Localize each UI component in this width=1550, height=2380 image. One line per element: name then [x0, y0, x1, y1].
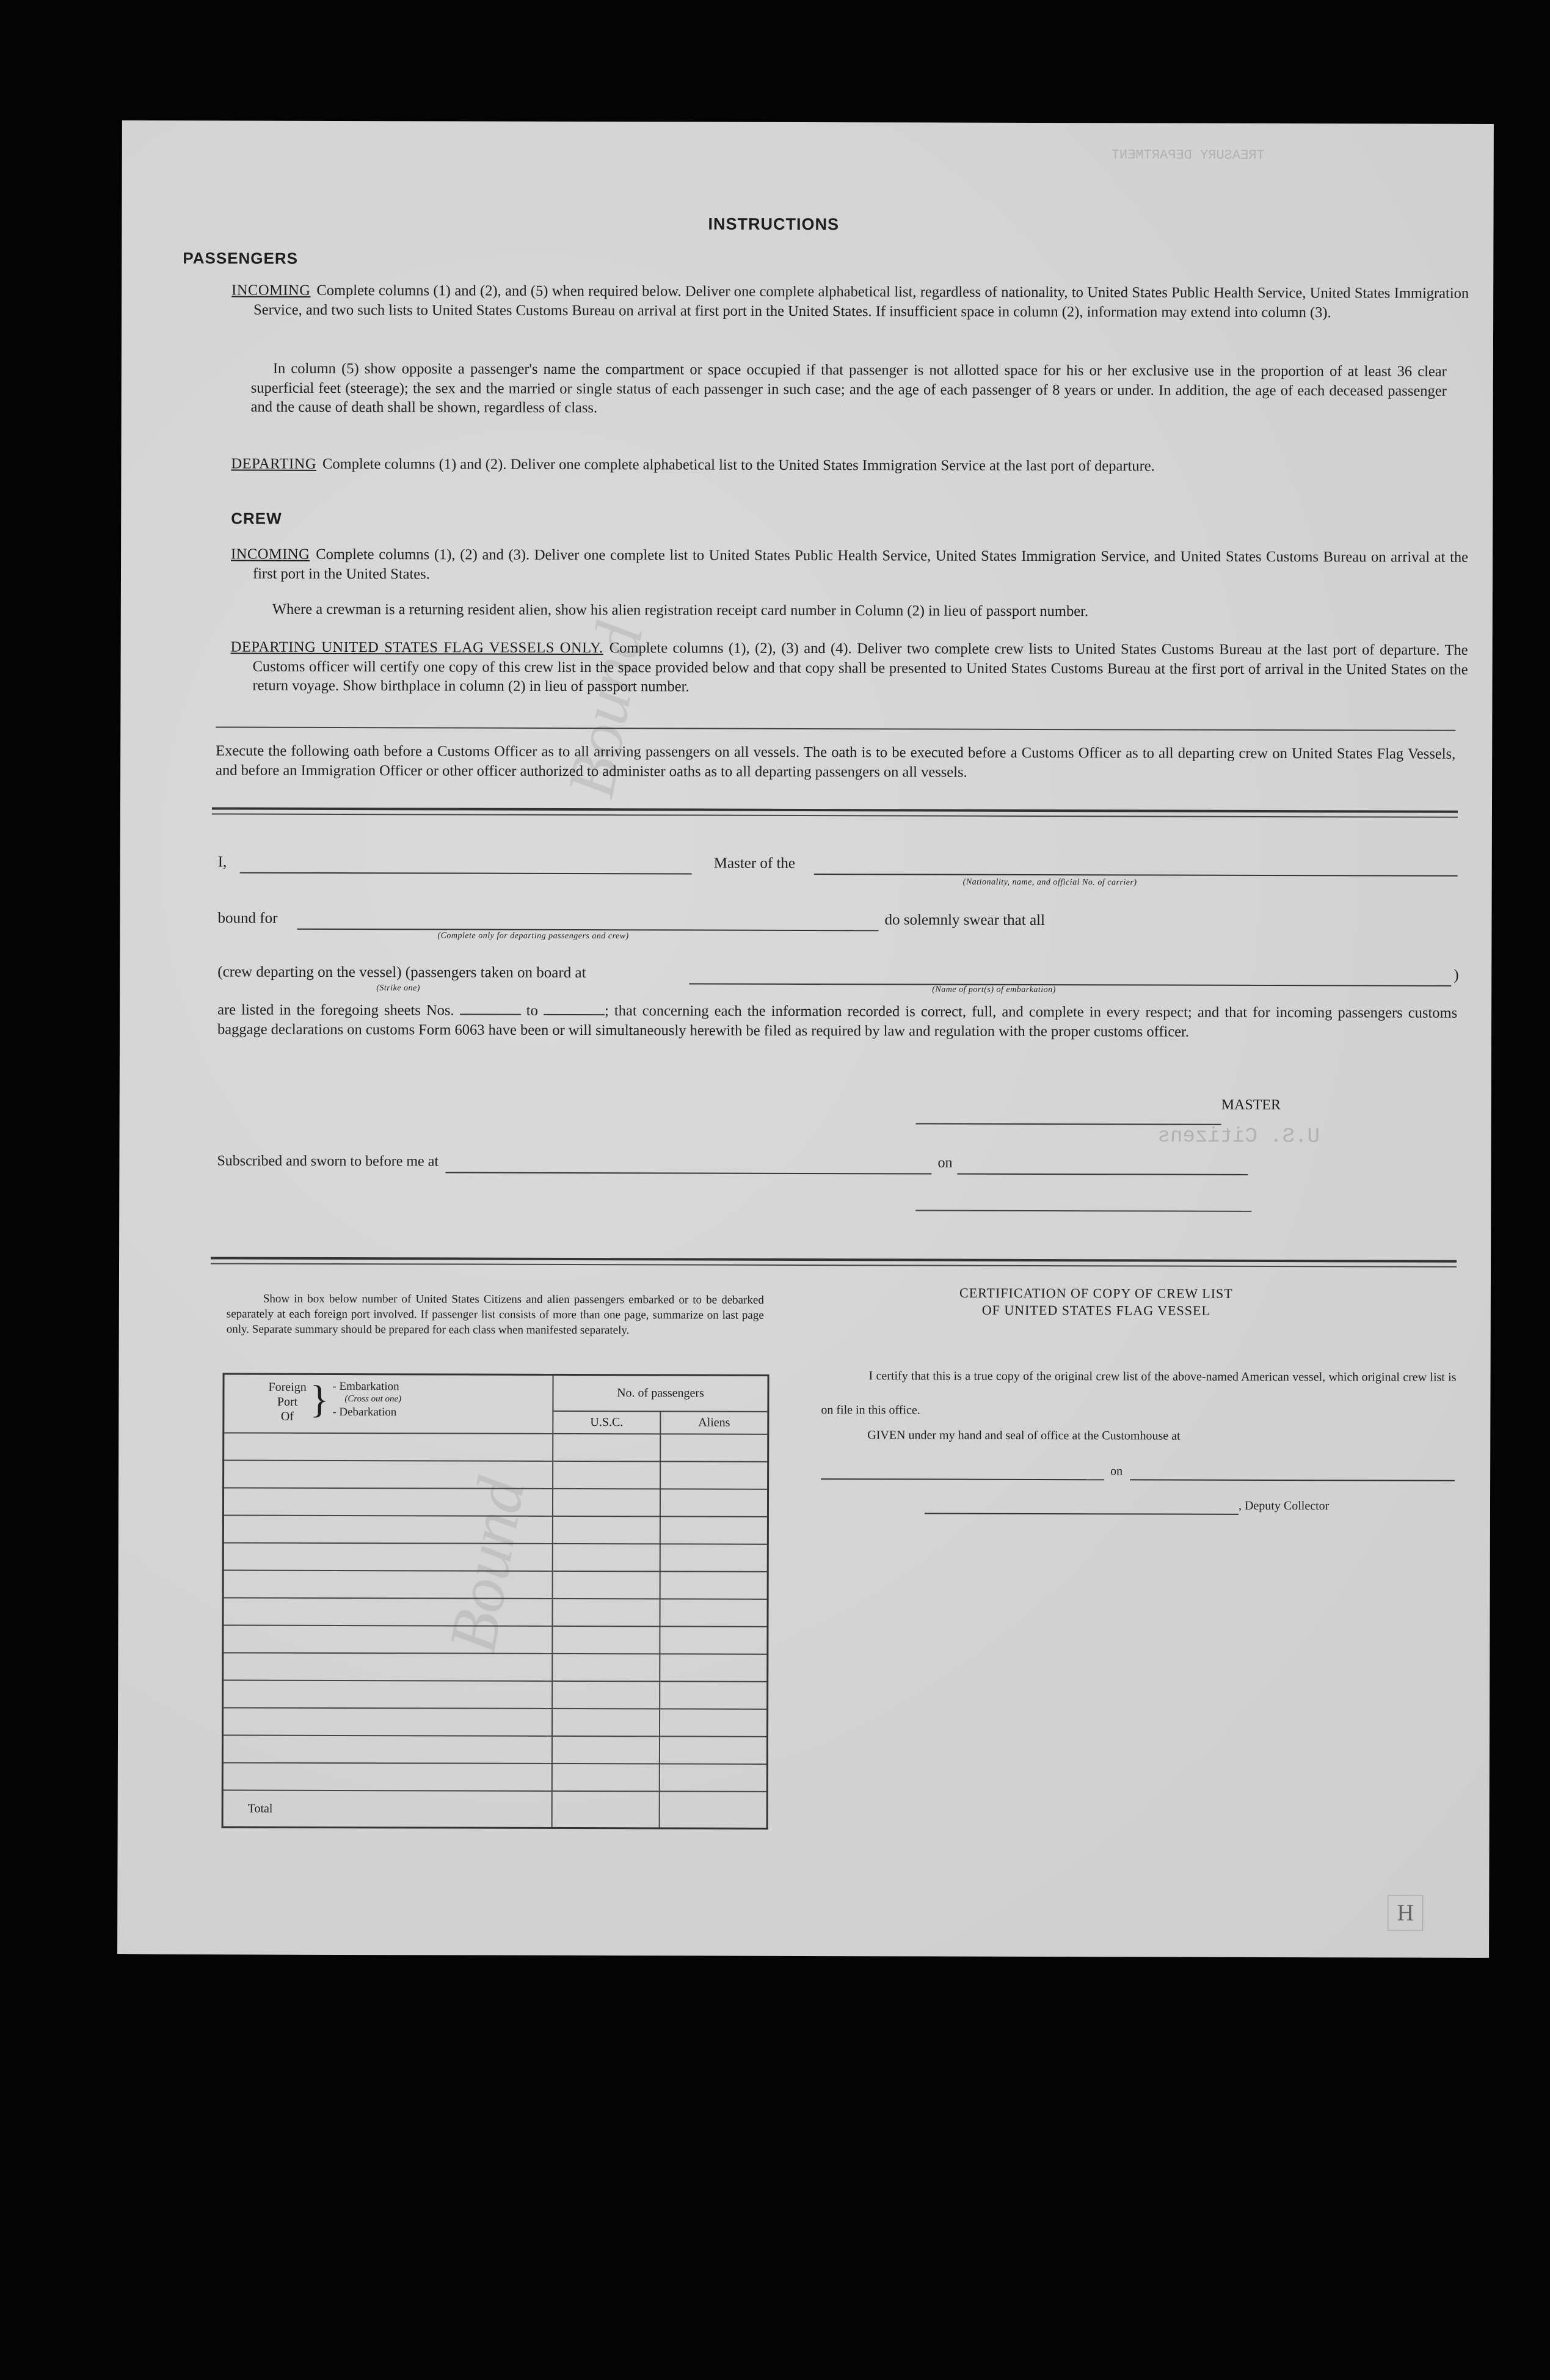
- total-label: Total: [222, 1790, 552, 1828]
- crew-heading: CREW: [231, 509, 282, 528]
- oath-i-label: I,: [217, 853, 227, 871]
- port-cell[interactable]: [223, 1543, 553, 1571]
- oath-divider-bottom: [212, 813, 1458, 817]
- strike-one-caption: (Strike one): [376, 984, 420, 993]
- port-cell[interactable]: [224, 1433, 553, 1461]
- subscribed-on-label: on: [937, 1155, 953, 1171]
- customhouse-field[interactable]: [821, 1466, 1104, 1483]
- sheet-to-field[interactable]: [544, 1002, 605, 1015]
- subscribed-date-field[interactable]: [957, 1158, 1248, 1178]
- table-row: [222, 1763, 767, 1792]
- port-cell[interactable]: [223, 1626, 553, 1654]
- embarkation-label[interactable]: - Embarkation: [332, 1379, 399, 1393]
- certification-title: [919, 1284, 1273, 1320]
- total-row: [222, 1790, 767, 1829]
- aliens-cell[interactable]: [660, 1544, 768, 1571]
- table-row: [222, 1736, 767, 1764]
- bound-for-field[interactable]: [297, 913, 878, 934]
- table-row: [223, 1488, 768, 1517]
- port-cell[interactable]: [223, 1708, 553, 1736]
- crew-flag-vessels-label: DEPARTING UNITED STATES FLAG VESSELS ONLY.: [230, 638, 603, 657]
- brace-icon: }: [310, 1377, 329, 1421]
- aliens-cell[interactable]: [660, 1461, 768, 1489]
- deputy-collector-signature-field[interactable]: [925, 1501, 1239, 1518]
- table-row: [223, 1571, 768, 1599]
- usc-cell[interactable]: [553, 1516, 660, 1544]
- aliens-cell[interactable]: [660, 1654, 768, 1681]
- usc-header: U.S.C.: [553, 1411, 660, 1434]
- concerning-text: ; that concerning each the information recorded is correct, full, and complete in every respect; and that for incoming passengers customs baggage declarations on customs Form 6063 have been or will simultaneously herewith be filed as required by law and regulation with the proper customs officer.: [217, 1002, 1458, 1040]
- subscribed-place-field[interactable]: [445, 1156, 931, 1177]
- aliens-cell[interactable]: [660, 1516, 768, 1544]
- swear-label: do solemnly swear that all: [884, 911, 1045, 929]
- crew-flag-vessels-text: Complete columns (1), (2), (3) and (4). Deliver two complete crew lists to United States Customs Bureau at the last port of departure. The Customs officer will certify one copy of this crew list in the space provided below and that copy shall be presented to United States Customs Bureau at the first port of arrival in the United States on the return voyage. Show birthplace in column (2) in lieu of passport number.: [252, 640, 1468, 695]
- usc-cell[interactable]: [552, 1764, 660, 1791]
- column5-paragraph: In column (5) show opposite a passenger's name the compartment or space occupied if that passenger is not allotted space for his or her exclusive use in the proportion of at least 36 clear superficial feet (steerage); the sex and the married or single status of each passenger in such case; and the age of each passenger of 8 years or under. In addition, the age of each deceased passenger and the cause of death shall be shown, regardless of class.: [250, 360, 1447, 417]
- listed-paragraph: [217, 1000, 1457, 1042]
- usc-cell[interactable]: [552, 1626, 660, 1654]
- no-of-passengers-header: No. of passengers: [553, 1374, 768, 1411]
- vessel-name-field[interactable]: [814, 858, 1458, 880]
- document-page: [117, 120, 1494, 1958]
- aliens-cell[interactable]: [660, 1434, 768, 1461]
- table-row: [223, 1681, 768, 1709]
- aliens-total-cell[interactable]: [660, 1791, 768, 1828]
- port-cell[interactable]: [223, 1681, 553, 1709]
- crew-departing-label: (crew departing on the vessel) (passengers taken on board at: [217, 963, 586, 982]
- port-cell[interactable]: [223, 1598, 553, 1626]
- of-label: Of: [280, 1409, 294, 1423]
- officer-signature-line[interactable]: [915, 1210, 1251, 1211]
- summary-divider-bottom: [211, 1263, 1457, 1267]
- port-label: Port: [277, 1395, 298, 1409]
- usc-cell[interactable]: [553, 1489, 660, 1516]
- cross-out-label: (Cross out one): [344, 1394, 402, 1404]
- page-mark: H: [1388, 1896, 1423, 1931]
- crew-incoming-text: Complete columns (1), (2) and (3). Deliver one complete list to United States Public Health Service, United States Immigration Service, and United States Customs Bureau on arrival at the first port in the United States.: [252, 546, 1469, 582]
- certification-title-line1: CERTIFICATION OF COPY OF CREW LIST: [959, 1285, 1233, 1301]
- passengers-incoming-paragraph: [231, 281, 1469, 323]
- bleed-through-handwriting: Bound: [434, 1472, 539, 1659]
- table-row: [223, 1543, 768, 1572]
- usc-cell[interactable]: [553, 1571, 660, 1599]
- usc-cell[interactable]: [552, 1736, 660, 1764]
- usc-cell[interactable]: [553, 1544, 660, 1571]
- crew-flag-vessels-paragraph: [230, 638, 1468, 699]
- crew-incoming-paragraph: [231, 545, 1468, 586]
- bound-for-label: bound for: [217, 910, 278, 927]
- sheet-from-field[interactable]: [460, 1002, 521, 1015]
- aliens-cell[interactable]: [660, 1764, 768, 1791]
- aliens-cell[interactable]: [660, 1681, 768, 1709]
- bleed-through-handwriting: Bound: [553, 617, 657, 803]
- debarkation-label[interactable]: - Debarkation: [332, 1405, 397, 1419]
- aliens-cell[interactable]: [660, 1599, 768, 1626]
- aliens-cell[interactable]: [660, 1709, 768, 1736]
- port-header-cell: [224, 1374, 553, 1434]
- aliens-cell[interactable]: [660, 1626, 768, 1654]
- oath-instruction: Execute the following oath before a Customs Officer as to all arriving passengers on all vessels. The oath is to be executed before a Customs Officer as to all departing crew on United States Flag Vessels, and before an Immigration Officer or other officer authorized to administer oaths as to all departing passengers on all vessels.: [216, 742, 1456, 781]
- master-of-label: Master of the: [713, 855, 796, 872]
- table-row: [223, 1653, 768, 1682]
- aliens-cell[interactable]: [660, 1571, 768, 1599]
- table-row: [223, 1598, 768, 1627]
- usc-cell[interactable]: [552, 1599, 660, 1626]
- port-cell[interactable]: [223, 1488, 553, 1516]
- usc-cell[interactable]: [552, 1681, 660, 1709]
- certification-date-field[interactable]: [1130, 1467, 1455, 1484]
- instructions-heading: INSTRUCTIONS: [708, 214, 840, 234]
- subscribed-label: Subscribed and sworn to before me at: [217, 1153, 439, 1170]
- port-cell[interactable]: [222, 1736, 552, 1764]
- usc-cell[interactable]: [553, 1461, 660, 1489]
- aliens-header: Aliens: [660, 1411, 768, 1434]
- table-row: [223, 1708, 768, 1737]
- passengers-heading: PASSENGERS: [183, 249, 299, 268]
- usc-cell[interactable]: [552, 1654, 660, 1681]
- master-signature-field[interactable]: [916, 1107, 1221, 1128]
- certification-title-line2: OF UNITED STATES FLAG VESSEL: [981, 1302, 1210, 1318]
- complete-only-caption: (Complete only for departing passengers and crew): [437, 931, 629, 941]
- master-signature-label: MASTER: [1221, 1097, 1281, 1114]
- port-cell[interactable]: [224, 1461, 553, 1489]
- passengers-departing-paragraph: [231, 454, 1468, 477]
- usc-cell[interactable]: [553, 1434, 660, 1461]
- port-cell[interactable]: [223, 1516, 553, 1544]
- passenger-summary-table: [222, 1373, 770, 1830]
- port-cell[interactable]: [222, 1763, 552, 1791]
- crew-incoming-label: INCOMING: [231, 546, 310, 563]
- table-row: [224, 1461, 768, 1489]
- given-text: GIVEN under my hand and seal of office at the Customhouse at: [867, 1428, 1181, 1443]
- port-caption: (Name of port(s) of embarkation): [932, 985, 1056, 995]
- table-row: [224, 1433, 768, 1462]
- listed-label: are listed in the foregoing sheets Nos.: [217, 1001, 454, 1019]
- passengers-departing-text: Complete columns (1) and (2). Deliver one complete alphabetical list to the United States Immigration Service at the last port of departure.: [322, 455, 1155, 475]
- usc-cell[interactable]: [552, 1709, 660, 1736]
- passengers-incoming-label: INCOMING: [231, 282, 311, 299]
- table-row: [223, 1516, 768, 1544]
- bleed-through-text: U.S. Citizens: [1157, 1125, 1320, 1149]
- port-cell[interactable]: [223, 1653, 553, 1681]
- embarkation-port-field[interactable]: [689, 968, 1451, 990]
- certification-on-label: on: [1110, 1464, 1123, 1478]
- crew-resident-alien-paragraph: Where a crewman is a returning resident alien, show his alien registration receipt card number in Column (2) in lieu of passport number.: [272, 600, 1089, 620]
- section-divider: [216, 726, 1455, 731]
- certify-text: I certify that this is a true copy of the original crew list of the above-named American vessel, which original crew list is on file in this office.: [821, 1369, 1457, 1417]
- port-cell[interactable]: [223, 1571, 553, 1599]
- summary-instruction: Show in box below number of United States Citizens and alien passengers embarked or to be debarked separately at each foreign port involved. If passenger list consists of more than one page, summarize on last page only. Separate summary should be prepared for each class when manifested separately.: [226, 1292, 764, 1337]
- deputy-collector-label: , Deputy Collector: [1238, 1498, 1330, 1513]
- master-name-field[interactable]: [240, 856, 692, 878]
- aliens-cell[interactable]: [660, 1489, 768, 1516]
- passengers-incoming-text: Complete columns (1) and (2), and (5) when required below. Deliver one complete alphabetical list, regardless of nationality, to United States Public Health Service, United States Immigration Service, and two such lists to United States Customs Bureau on arrival at first port in the United States. If insufficient space in column (2), information may extend into column (3).: [253, 282, 1469, 321]
- passengers-departing-label: DEPARTING: [231, 455, 317, 472]
- close-paren: ): [1454, 966, 1459, 984]
- aliens-cell[interactable]: [660, 1736, 768, 1764]
- oath-divider-top: [212, 807, 1458, 812]
- nationality-caption: (Nationality, name, and official No. of carrier): [962, 877, 1137, 888]
- summary-divider-top: [211, 1257, 1457, 1262]
- bleed-through-text: TREASURY DEPARTMENT: [1111, 147, 1265, 163]
- to-label: to: [526, 1002, 538, 1019]
- foreign-label: Foreign: [268, 1380, 307, 1394]
- usc-total-cell[interactable]: [552, 1791, 660, 1828]
- table-row: [223, 1626, 768, 1654]
